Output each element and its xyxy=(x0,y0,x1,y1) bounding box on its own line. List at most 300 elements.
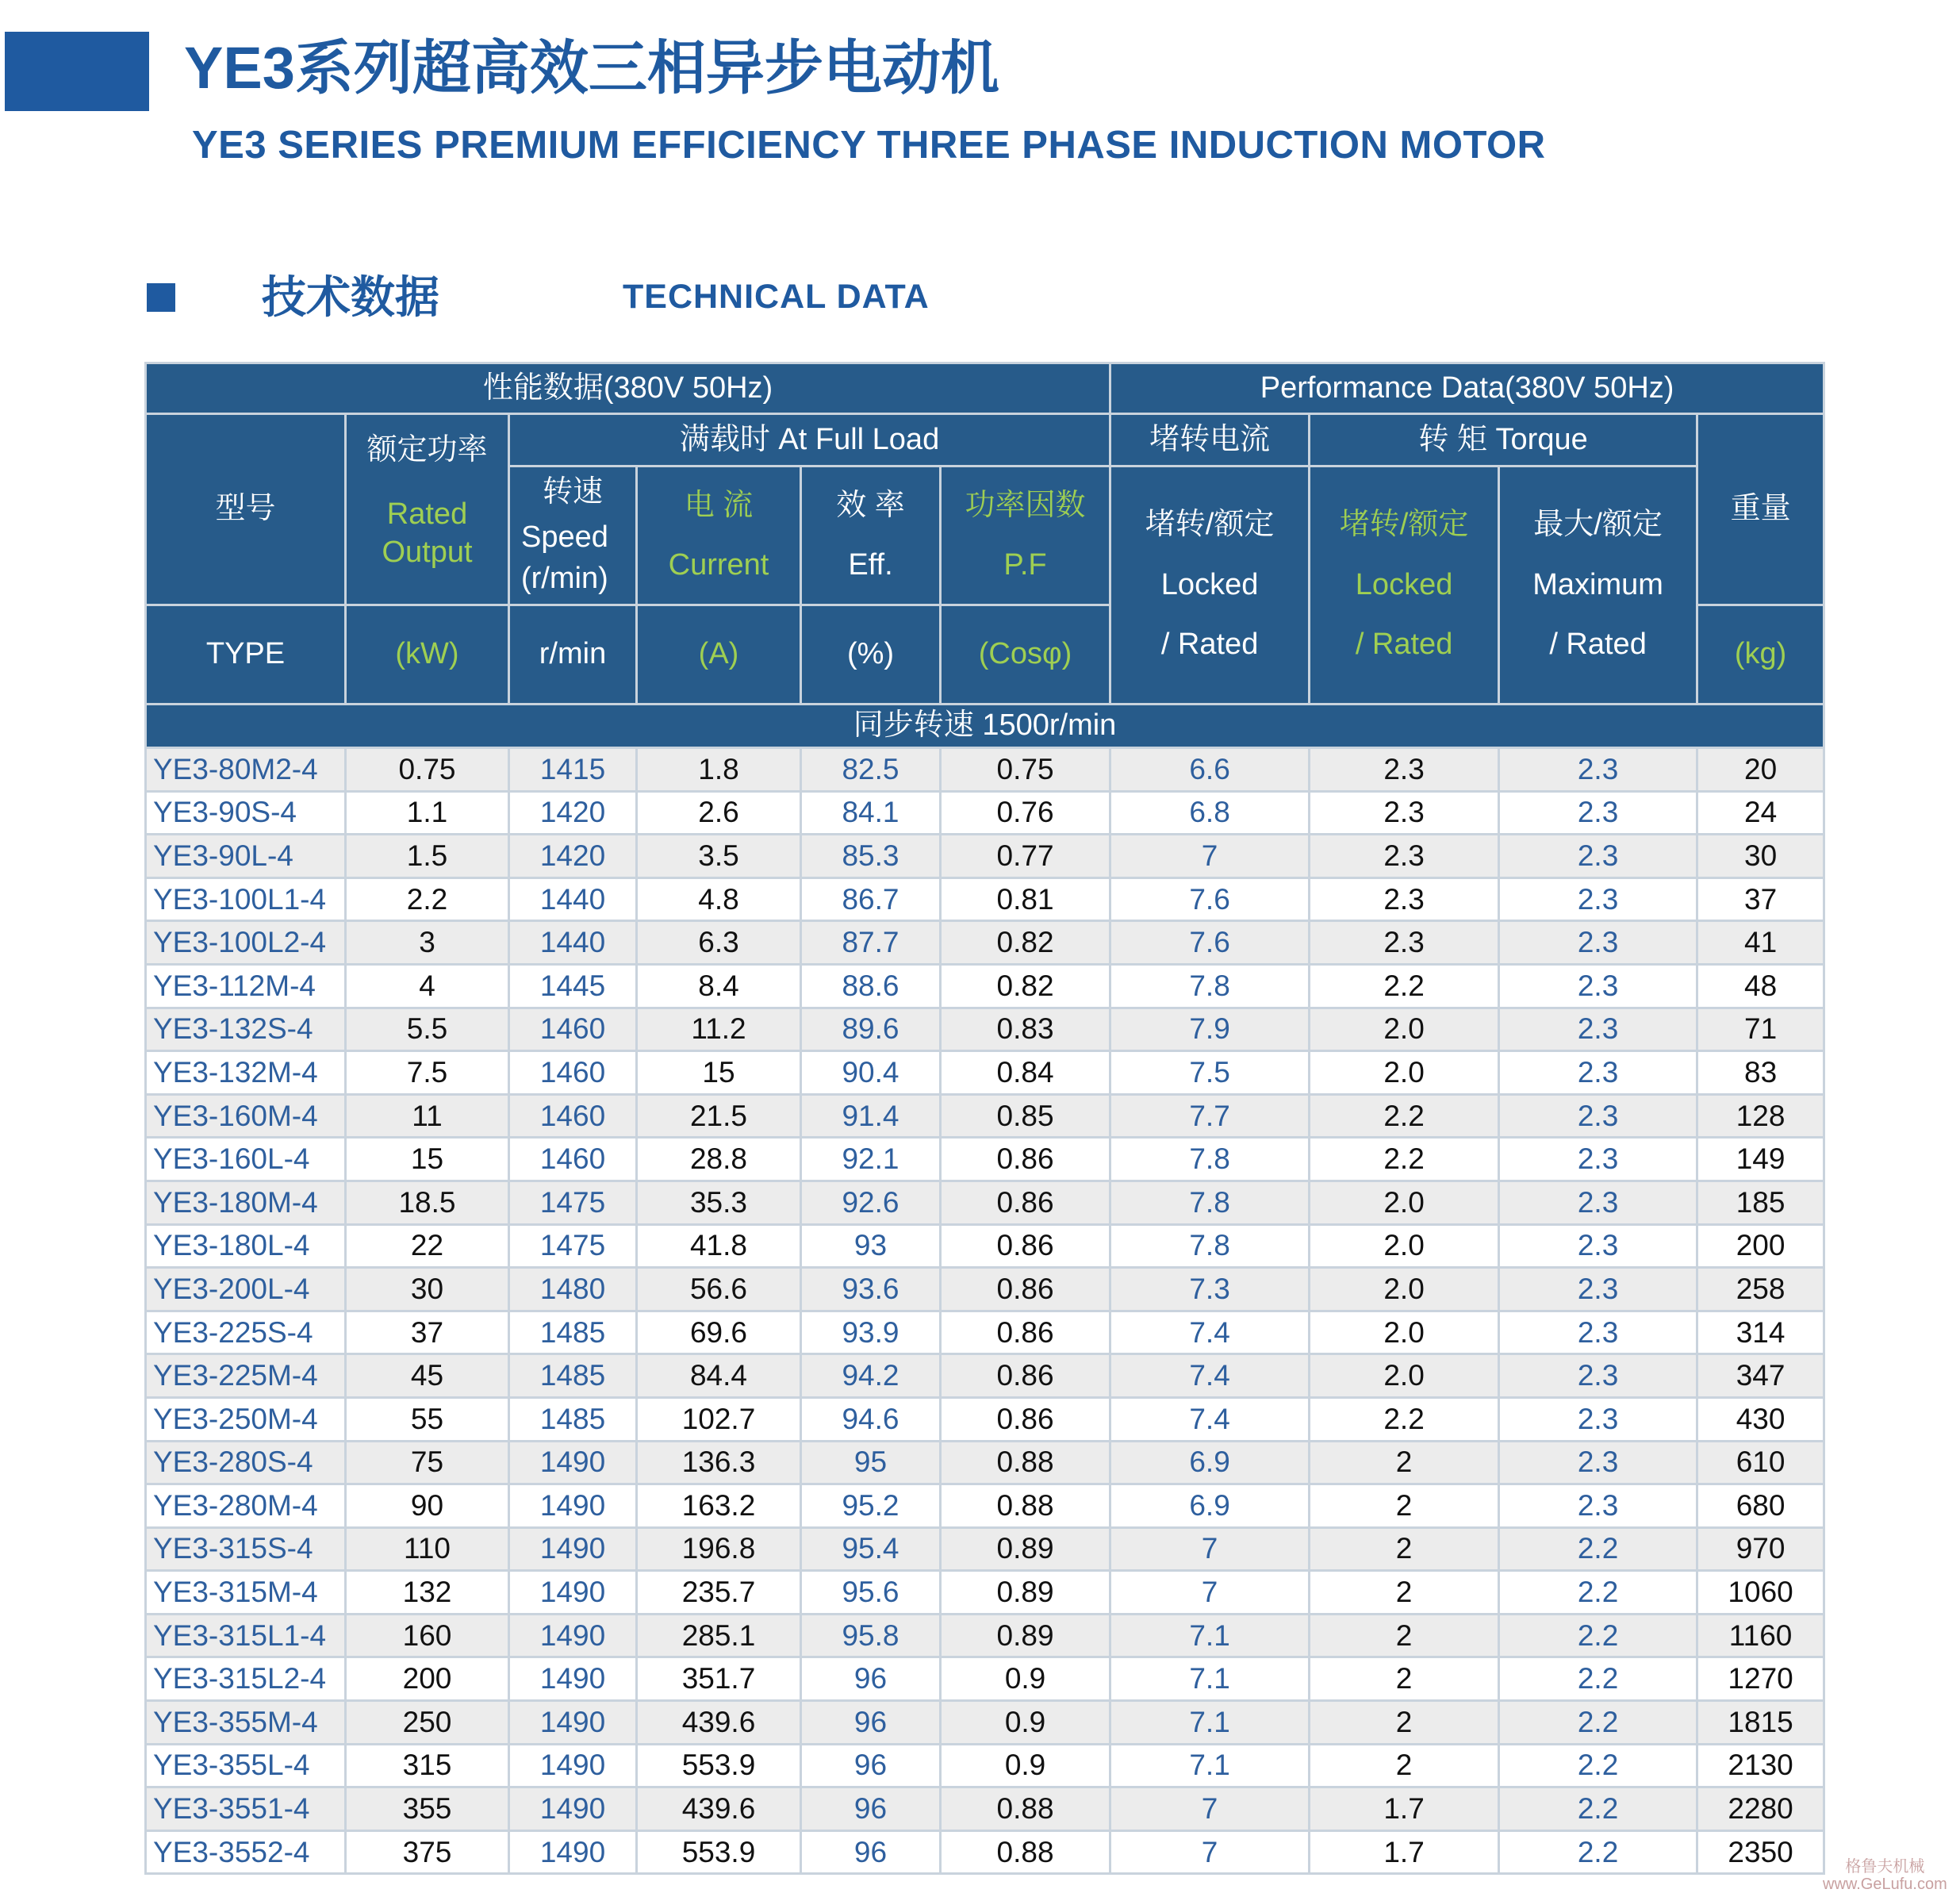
value-cell: 30 xyxy=(1697,835,1824,878)
value-cell: 35.3 xyxy=(637,1181,801,1224)
watermark xyxy=(1823,1858,1947,1893)
type-cell: YE3-3552-4 xyxy=(146,1830,346,1874)
value-cell: 1.8 xyxy=(637,748,801,792)
value-cell: 8.4 xyxy=(637,964,801,1008)
value-cell: 1490 xyxy=(509,1787,637,1831)
pf-en: P.F xyxy=(1003,548,1047,582)
value-cell: 37 xyxy=(346,1311,509,1354)
value-cell: 1.7 xyxy=(1310,1787,1499,1831)
value-cell: 0.76 xyxy=(941,791,1110,835)
value-cell: 85.3 xyxy=(801,835,941,878)
value-cell: 0.9 xyxy=(941,1744,1110,1787)
perf-data-cn-header: 性能数据(380V 50Hz) xyxy=(146,363,1110,414)
page-title-en: YE3 SERIES PREMIUM EFFICIENCY THREE PHASE INDUCTION MOTOR xyxy=(192,124,1546,167)
locked-current-cn: 堵转/额定 xyxy=(1145,508,1275,542)
page-title-cn: YE3系列超高效三相异步电动机 xyxy=(184,35,999,101)
value-cell: 1440 xyxy=(509,921,637,965)
value-cell: 2280 xyxy=(1697,1787,1824,1831)
value-cell: 1.1 xyxy=(346,791,509,835)
value-cell: 1460 xyxy=(509,1051,637,1095)
value-cell: 90 xyxy=(346,1484,509,1528)
value-cell: 6.9 xyxy=(1110,1484,1310,1528)
value-cell: 375 xyxy=(346,1830,509,1874)
value-cell: 1490 xyxy=(509,1484,637,1528)
speed-cn: 转速 xyxy=(542,475,603,509)
value-cell: 0.86 xyxy=(941,1138,1110,1181)
value-cell: 1440 xyxy=(509,877,637,921)
value-cell: 84.1 xyxy=(801,791,941,835)
value-cell: 45 xyxy=(346,1354,509,1398)
table-row xyxy=(146,1268,1824,1311)
value-cell: 6.8 xyxy=(1110,791,1310,835)
table-row xyxy=(146,921,1824,965)
value-cell: 2.3 xyxy=(1499,1008,1697,1051)
locked-current-group-header: 堵转电流 xyxy=(1110,414,1310,467)
value-cell: 185 xyxy=(1697,1181,1824,1224)
value-cell: 2 xyxy=(1310,1657,1499,1701)
value-cell: 2.3 xyxy=(1499,877,1697,921)
value-cell: 7.9 xyxy=(1110,1008,1310,1051)
type-cell: YE3-80M2-4 xyxy=(146,748,346,792)
value-cell: 0.89 xyxy=(941,1527,1110,1571)
perf-data-en-header: Performance Data(380V 50Hz) xyxy=(1110,363,1824,414)
value-cell: 2.2 xyxy=(1499,1830,1697,1874)
value-cell: 439.6 xyxy=(637,1701,801,1745)
eff-unit-header: (%) xyxy=(801,605,941,705)
table-row xyxy=(146,1397,1824,1441)
value-cell: 2.3 xyxy=(1499,1224,1697,1268)
value-cell: 84.4 xyxy=(637,1354,801,1398)
value-cell: 1.5 xyxy=(346,835,509,878)
value-cell: 2.2 xyxy=(346,877,509,921)
value-cell: 553.9 xyxy=(637,1830,801,1874)
value-cell: 93.9 xyxy=(801,1311,941,1354)
value-cell: 2.2 xyxy=(1499,1571,1697,1615)
value-cell: 88.6 xyxy=(801,964,941,1008)
value-cell: 7.6 xyxy=(1110,877,1310,921)
value-cell: 86.7 xyxy=(801,877,941,921)
value-cell: 2.2 xyxy=(1499,1657,1697,1701)
value-cell: 0.88 xyxy=(941,1830,1110,1874)
value-cell: 110 xyxy=(346,1527,509,1571)
type-cell: YE3-160L-4 xyxy=(146,1138,346,1181)
pf-unit-header: (Cosφ) xyxy=(941,605,1110,705)
value-cell: 2 xyxy=(1310,1701,1499,1745)
value-cell: 7.1 xyxy=(1110,1744,1310,1787)
value-cell: 2.3 xyxy=(1499,964,1697,1008)
value-cell: 2 xyxy=(1310,1527,1499,1571)
value-cell: 95.4 xyxy=(801,1527,941,1571)
value-cell: 1490 xyxy=(509,1571,637,1615)
value-cell: 2.3 xyxy=(1310,921,1499,965)
value-cell: 1460 xyxy=(509,1094,637,1138)
table-row xyxy=(146,1657,1824,1701)
type-cell: YE3-315S-4 xyxy=(146,1527,346,1571)
value-cell: 1480 xyxy=(509,1268,637,1311)
table-row xyxy=(146,877,1824,921)
value-cell: 2.3 xyxy=(1499,1051,1697,1095)
value-cell: 6.6 xyxy=(1110,748,1310,792)
value-cell: 1420 xyxy=(509,791,637,835)
value-cell: 553.9 xyxy=(637,1744,801,1787)
value-cell: 6.9 xyxy=(1110,1441,1310,1484)
value-cell: 1420 xyxy=(509,835,637,878)
value-cell: 2.3 xyxy=(1499,791,1697,835)
value-cell: 2.0 xyxy=(1310,1268,1499,1311)
value-cell: 149 xyxy=(1697,1138,1824,1181)
sync-speed-row: 同步转速 1500r/min xyxy=(146,705,1824,748)
value-cell: 93.6 xyxy=(801,1268,941,1311)
value-cell: 2 xyxy=(1310,1614,1499,1657)
value-cell: 1270 xyxy=(1697,1657,1824,1701)
value-cell: 1485 xyxy=(509,1354,637,1398)
table-row xyxy=(146,1441,1824,1484)
value-cell: 91.4 xyxy=(801,1094,941,1138)
type-cell: YE3-315L2-4 xyxy=(146,1657,346,1701)
value-cell: 258 xyxy=(1697,1268,1824,1311)
pf-header xyxy=(941,467,1110,605)
value-cell: 0.77 xyxy=(941,835,1110,878)
value-cell: 1415 xyxy=(509,748,637,792)
value-cell: 1160 xyxy=(1697,1614,1824,1657)
value-cell: 0.81 xyxy=(941,877,1110,921)
value-cell: 0.85 xyxy=(941,1094,1110,1138)
max-torque-cn: 最大/额定 xyxy=(1533,508,1663,542)
speed-en: Speed (r/min) xyxy=(521,520,608,595)
value-cell: 7.1 xyxy=(1110,1657,1310,1701)
value-cell: 680 xyxy=(1697,1484,1824,1528)
value-cell: 11 xyxy=(346,1094,509,1138)
value-cell: 94.6 xyxy=(801,1397,941,1441)
value-cell: 0.82 xyxy=(941,921,1110,965)
value-cell: 2.2 xyxy=(1499,1744,1697,1787)
value-cell: 1475 xyxy=(509,1224,637,1268)
value-cell: 355 xyxy=(346,1787,509,1831)
locked-torque-rated: / Rated xyxy=(1355,628,1453,662)
value-cell: 2.2 xyxy=(1499,1614,1697,1657)
value-cell: 7.5 xyxy=(1110,1051,1310,1095)
type-cell: YE3-90L-4 xyxy=(146,835,346,878)
type-cell: YE3-280M-4 xyxy=(146,1484,346,1528)
value-cell: 2.6 xyxy=(637,791,801,835)
value-cell: 2.3 xyxy=(1499,1138,1697,1181)
value-cell: 0.83 xyxy=(941,1008,1110,1051)
value-cell: 48 xyxy=(1697,964,1824,1008)
locked-torque-en: Locked xyxy=(1355,567,1453,601)
value-cell: 1475 xyxy=(509,1181,637,1224)
value-cell: 314 xyxy=(1697,1311,1824,1354)
type-cell: YE3-315L1-4 xyxy=(146,1614,346,1657)
table-row xyxy=(146,1094,1824,1138)
table-row xyxy=(146,1181,1824,1224)
locked-current-en: Locked xyxy=(1160,567,1259,601)
eff-en: Eff. xyxy=(848,548,893,582)
value-cell: 2.3 xyxy=(1499,1354,1697,1398)
type-cell: YE3-132S-4 xyxy=(146,1008,346,1051)
value-cell: 1815 xyxy=(1697,1701,1824,1745)
type-cell: YE3-250M-4 xyxy=(146,1397,346,1441)
type-cell: YE3-100L2-4 xyxy=(146,921,346,965)
value-cell: 1490 xyxy=(509,1701,637,1745)
value-cell: 0.9 xyxy=(941,1657,1110,1701)
value-cell: 2.3 xyxy=(1499,1484,1697,1528)
output-unit-header: (kW) xyxy=(346,605,509,705)
value-cell: 7 xyxy=(1110,1527,1310,1571)
value-cell: 7 xyxy=(1110,1830,1310,1874)
value-cell: 89.6 xyxy=(801,1008,941,1051)
value-cell: 1490 xyxy=(509,1657,637,1701)
watermark-cn: 格鲁夫机械 xyxy=(1845,1858,1925,1876)
table-row xyxy=(146,1614,1824,1657)
weight-header-cn: 重量 xyxy=(1697,414,1824,605)
value-cell: 82.5 xyxy=(801,748,941,792)
value-cell: 92.1 xyxy=(801,1138,941,1181)
table-row xyxy=(146,748,1824,792)
value-cell: 196.8 xyxy=(637,1527,801,1571)
value-cell: 2.2 xyxy=(1310,1397,1499,1441)
eff-cn: 效 率 xyxy=(836,488,905,522)
value-cell: 2 xyxy=(1310,1484,1499,1528)
locked-current-rated: / Rated xyxy=(1160,628,1259,662)
rated-output-header xyxy=(346,414,509,605)
value-cell: 2.2 xyxy=(1499,1787,1697,1831)
locked-torque-cn: 堵转/额定 xyxy=(1339,508,1469,542)
value-cell: 7.8 xyxy=(1110,964,1310,1008)
value-cell: 95 xyxy=(801,1441,941,1484)
value-cell: 3.5 xyxy=(637,835,801,878)
value-cell: 0.88 xyxy=(941,1484,1110,1528)
table-body xyxy=(146,748,1824,1874)
value-cell: 0.86 xyxy=(941,1268,1110,1311)
weight-unit-header: (kg) xyxy=(1697,605,1824,705)
value-cell: 92.6 xyxy=(801,1181,941,1224)
table-row xyxy=(146,1138,1824,1181)
value-cell: 2.0 xyxy=(1310,1051,1499,1095)
current-unit-header: (A) xyxy=(637,605,801,705)
value-cell: 136.3 xyxy=(637,1441,801,1484)
value-cell: 6.3 xyxy=(637,921,801,965)
value-cell: 7.4 xyxy=(1110,1311,1310,1354)
value-cell: 132 xyxy=(346,1571,509,1615)
value-cell: 0.86 xyxy=(941,1181,1110,1224)
value-cell: 7.3 xyxy=(1110,1268,1310,1311)
value-cell: 1460 xyxy=(509,1138,637,1181)
section-title-cn: 技术数据 xyxy=(262,272,439,322)
table-row xyxy=(146,1008,1824,1051)
type-cell: YE3-355M-4 xyxy=(146,1701,346,1745)
watermark-url: www.GeLufu.com xyxy=(1823,1876,1947,1893)
table-row xyxy=(146,1744,1824,1787)
section-bullet-icon xyxy=(147,283,175,312)
value-cell: 2.2 xyxy=(1499,1527,1697,1571)
max-torque-rated: / Rated xyxy=(1549,628,1647,662)
value-cell: 2.3 xyxy=(1310,835,1499,878)
value-cell: 55 xyxy=(346,1397,509,1441)
table-row xyxy=(146,1571,1824,1615)
value-cell: 430 xyxy=(1697,1397,1824,1441)
value-cell: 2.3 xyxy=(1499,1441,1697,1484)
value-cell: 2.0 xyxy=(1310,1181,1499,1224)
value-cell: 75 xyxy=(346,1441,509,1484)
value-cell: 7.7 xyxy=(1110,1094,1310,1138)
value-cell: 2.3 xyxy=(1310,748,1499,792)
value-cell: 2.3 xyxy=(1499,1397,1697,1441)
table-row xyxy=(146,1224,1824,1268)
value-cell: 87.7 xyxy=(801,921,941,965)
value-cell: 5.5 xyxy=(346,1008,509,1051)
value-cell: 610 xyxy=(1697,1441,1824,1484)
table-row xyxy=(146,1484,1824,1528)
value-cell: 0.75 xyxy=(346,748,509,792)
value-cell: 71 xyxy=(1697,1008,1824,1051)
technical-data-table xyxy=(144,362,1825,1875)
value-cell: 0.88 xyxy=(941,1787,1110,1831)
value-cell: 1490 xyxy=(509,1527,637,1571)
current-header xyxy=(637,467,801,605)
value-cell: 0.84 xyxy=(941,1051,1110,1095)
value-cell: 2.3 xyxy=(1499,835,1697,878)
value-cell: 15 xyxy=(637,1051,801,1095)
value-cell: 41.8 xyxy=(637,1224,801,1268)
value-cell: 0.9 xyxy=(941,1701,1110,1745)
value-cell: 1060 xyxy=(1697,1571,1824,1615)
max-torque-en: Maximum xyxy=(1532,567,1663,601)
value-cell: 2.0 xyxy=(1310,1311,1499,1354)
table-row xyxy=(146,964,1824,1008)
max-torque-header xyxy=(1499,467,1697,705)
value-cell: 96 xyxy=(801,1830,941,1874)
value-cell: 2350 xyxy=(1697,1830,1824,1874)
speed-header xyxy=(509,467,637,605)
value-cell: 96 xyxy=(801,1657,941,1701)
value-cell: 0.86 xyxy=(941,1397,1110,1441)
value-cell: 69.6 xyxy=(637,1311,801,1354)
locked-torque-header xyxy=(1310,467,1499,705)
value-cell: 439.6 xyxy=(637,1787,801,1831)
value-cell: 7.1 xyxy=(1110,1701,1310,1745)
value-cell: 2.3 xyxy=(1499,748,1697,792)
type-cell: YE3-315M-4 xyxy=(146,1571,346,1615)
value-cell: 2.3 xyxy=(1499,1268,1697,1311)
value-cell: 15 xyxy=(346,1138,509,1181)
type-cell: YE3-100L1-4 xyxy=(146,877,346,921)
value-cell: 37 xyxy=(1697,877,1824,921)
value-cell: 83 xyxy=(1697,1051,1824,1095)
value-cell: 351.7 xyxy=(637,1657,801,1701)
current-cn: 电 流 xyxy=(684,488,754,522)
value-cell: 347 xyxy=(1697,1354,1824,1398)
rated-output-en: Rated Output xyxy=(382,497,473,569)
value-cell: 2 xyxy=(1310,1744,1499,1787)
value-cell: 20 xyxy=(1697,748,1824,792)
value-cell: 0.86 xyxy=(941,1224,1110,1268)
type-cell: YE3-180M-4 xyxy=(146,1181,346,1224)
value-cell: 1490 xyxy=(509,1614,637,1657)
value-cell: 21.5 xyxy=(637,1094,801,1138)
value-cell: 1490 xyxy=(509,1744,637,1787)
section-title-en: TECHNICAL DATA xyxy=(623,278,930,316)
value-cell: 2.0 xyxy=(1310,1008,1499,1051)
value-cell: 1445 xyxy=(509,964,637,1008)
table-row xyxy=(146,1051,1824,1095)
value-cell: 2.2 xyxy=(1499,1701,1697,1745)
value-cell: 315 xyxy=(346,1744,509,1787)
value-cell: 250 xyxy=(346,1701,509,1745)
type-cell: YE3-3551-4 xyxy=(146,1787,346,1831)
value-cell: 95.2 xyxy=(801,1484,941,1528)
value-cell: 7 xyxy=(1110,1787,1310,1831)
value-cell: 7.5 xyxy=(346,1051,509,1095)
value-cell: 0.86 xyxy=(941,1311,1110,1354)
value-cell: 2 xyxy=(1310,1571,1499,1615)
value-cell: 1485 xyxy=(509,1311,637,1354)
value-cell: 1485 xyxy=(509,1397,637,1441)
value-cell: 7.4 xyxy=(1110,1354,1310,1398)
value-cell: 2.3 xyxy=(1499,1094,1697,1138)
value-cell: 0.88 xyxy=(941,1441,1110,1484)
value-cell: 2.3 xyxy=(1499,1181,1697,1224)
type-header-cn: 型号 xyxy=(146,414,346,605)
type-cell: YE3-180L-4 xyxy=(146,1224,346,1268)
type-cell: YE3-132M-4 xyxy=(146,1051,346,1095)
value-cell: 95.8 xyxy=(801,1614,941,1657)
type-cell: YE3-280S-4 xyxy=(146,1441,346,1484)
type-cell: YE3-200L-4 xyxy=(146,1268,346,1311)
value-cell: 96 xyxy=(801,1701,941,1745)
value-cell: 7.6 xyxy=(1110,921,1310,965)
value-cell: 2.3 xyxy=(1499,1311,1697,1354)
table-row xyxy=(146,791,1824,835)
value-cell: 93 xyxy=(801,1224,941,1268)
value-cell: 24 xyxy=(1697,791,1824,835)
value-cell: 41 xyxy=(1697,921,1824,965)
value-cell: 2.3 xyxy=(1499,921,1697,965)
value-cell: 2.2 xyxy=(1310,964,1499,1008)
value-cell: 22 xyxy=(346,1224,509,1268)
torque-group-header: 转 矩 Torque xyxy=(1310,414,1697,467)
value-cell: 0.75 xyxy=(941,748,1110,792)
value-cell: 28.8 xyxy=(637,1138,801,1181)
value-cell: 7 xyxy=(1110,1571,1310,1615)
value-cell: 285.1 xyxy=(637,1614,801,1657)
value-cell: 1490 xyxy=(509,1441,637,1484)
type-cell: YE3-160M-4 xyxy=(146,1094,346,1138)
value-cell: 235.7 xyxy=(637,1571,801,1615)
locked-current-header xyxy=(1110,467,1310,705)
type-cell: YE3-90S-4 xyxy=(146,791,346,835)
current-en: Current xyxy=(668,548,769,582)
type-header-en: TYPE xyxy=(146,605,346,705)
value-cell: 1.7 xyxy=(1310,1830,1499,1874)
rated-output-cn: 额定功率 xyxy=(366,432,488,467)
value-cell: 56.6 xyxy=(637,1268,801,1311)
value-cell: 163.2 xyxy=(637,1484,801,1528)
value-cell: 2.2 xyxy=(1310,1094,1499,1138)
value-cell: 18.5 xyxy=(346,1181,509,1224)
value-cell: 200 xyxy=(346,1657,509,1701)
value-cell: 128 xyxy=(1697,1094,1824,1138)
value-cell: 7.1 xyxy=(1110,1614,1310,1657)
table-row xyxy=(146,1527,1824,1571)
value-cell: 0.89 xyxy=(941,1571,1110,1615)
value-cell: 102.7 xyxy=(637,1397,801,1441)
table-row xyxy=(146,1701,1824,1745)
speed-unit-header: r/min xyxy=(509,605,637,705)
type-cell: YE3-225M-4 xyxy=(146,1354,346,1398)
value-cell: 2.0 xyxy=(1310,1354,1499,1398)
value-cell: 0.82 xyxy=(941,964,1110,1008)
value-cell: 30 xyxy=(346,1268,509,1311)
